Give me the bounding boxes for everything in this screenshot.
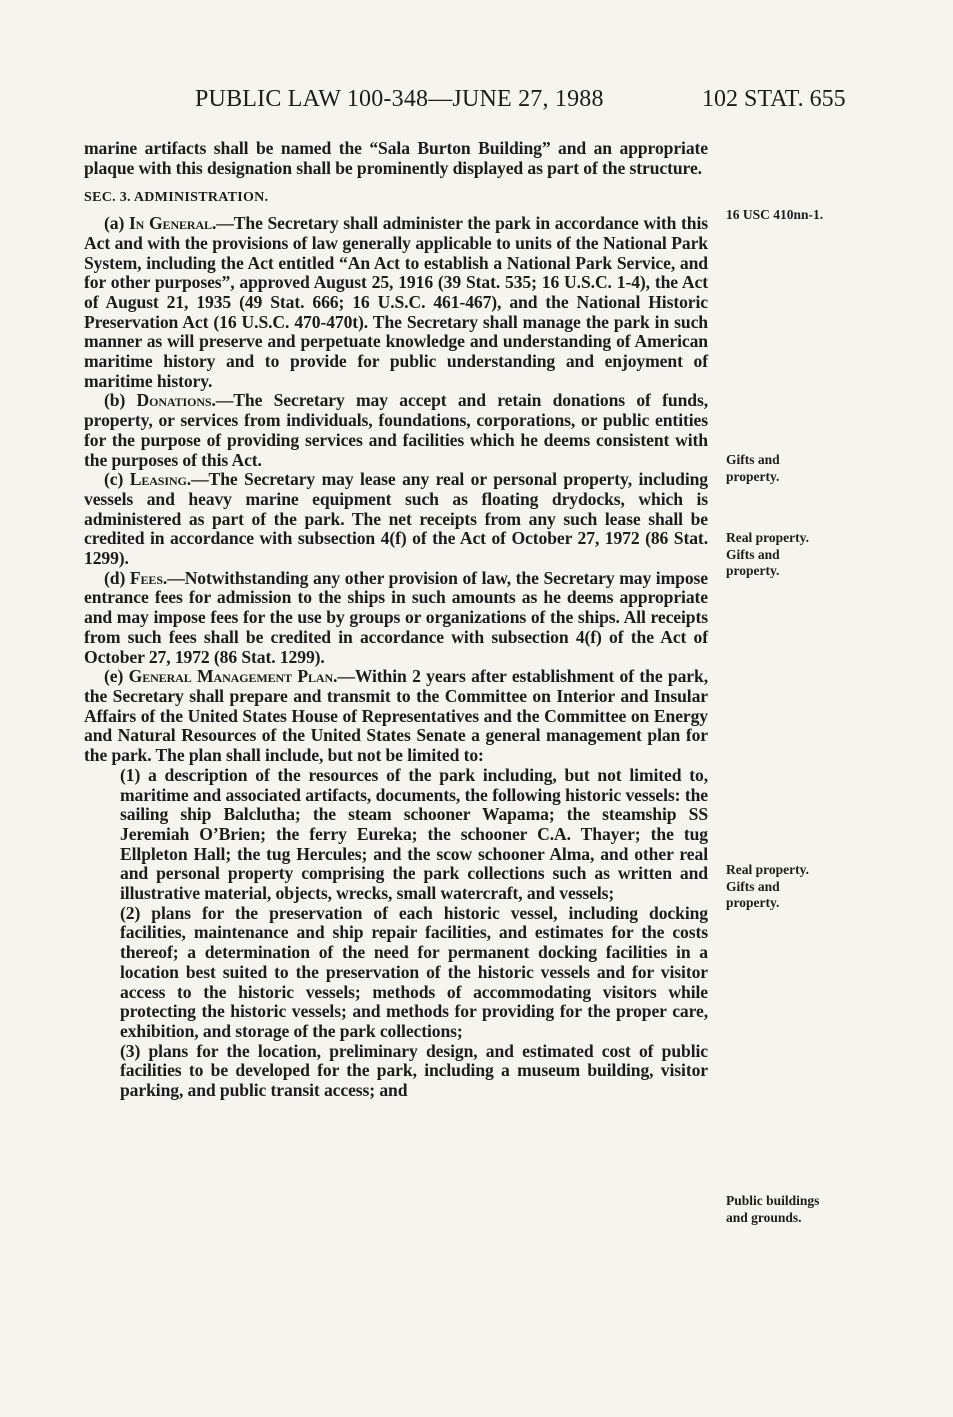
page-header-stat-number: 102 STAT. 655 bbox=[702, 86, 846, 112]
margin-note-usc-text: 16 USC 410nn-1. bbox=[726, 207, 824, 222]
margin-note-usc-citation bbox=[726, 207, 823, 224]
subsection-a bbox=[84, 214, 708, 391]
plan-item-1: (1) a description of the resources of the park including, but not limited to, maritime and associated artifacts, documents, the following historic vessels: the sailing ship Balclutha; the steam schooner Wapama; the steamship SS Jeremiah O’Brien; the ferry Eureka; the schooner C.A. Thayer; the tug Ellpleton Hall; the tug Hercules; and the scow schooner Alma, and other real and personal property comprising the park collections such as written and illustrative material, objects, wrecks, small watercraft, and vessels; bbox=[120, 764, 708, 904]
subsection-e-text: .—Within 2 years after establishment of the park, the Secretary shall prepare and transmit to the Committee on Interior and Insular Affairs of the United States House of Representatives and the Committee on Energy and Natural Resources of the United States Senate a general management plan for the park. The plan shall include, but not be limited to: bbox=[84, 666, 708, 766]
subsection-a-text: .—The Secretary shall administer the park in accordance with this Act and with the provisions of law generally applicable to units of the National Park System, including the Act entitled “An Act to establish a National Park Service, and for other purposes”, approved August 25, 1916 (39 Stat. 535; 16 U.S.C. 1-4), the Act of August 21, 1935 (49 Stat. 666; 16 U.S.C. 461-467), and the National Historic Preservation Act (16 U.S.C. 470-470t). The Secretary shall manage the park in such manner as will preserve and perpetuate knowledge and understanding of American maritime history and to provide for public understanding and enjoyment of maritime history. bbox=[84, 213, 708, 391]
margin-note-real-property bbox=[726, 530, 809, 580]
margin-note-line: Gifts and bbox=[726, 878, 780, 894]
margin-note-line: property. bbox=[726, 563, 780, 578]
subsection-b bbox=[84, 391, 708, 470]
subsection-b-label: (b) bbox=[104, 390, 126, 411]
margin-note-line: property. bbox=[726, 895, 780, 910]
subsection-c-label: (c) bbox=[104, 469, 124, 490]
subsection-d bbox=[84, 569, 708, 668]
subsection-e-label: (e) bbox=[104, 666, 124, 687]
margin-note-line: Gifts and bbox=[726, 546, 780, 562]
subsection-c bbox=[84, 470, 708, 569]
margin-note-line: Real property. bbox=[726, 530, 809, 545]
margin-note-line: property. bbox=[726, 468, 780, 484]
subsection-c-title: Leasing bbox=[129, 469, 187, 490]
page-header-title: PUBLIC LAW 100-348—JUNE 27, 1988 bbox=[195, 86, 604, 112]
subsection-b-title: Donations bbox=[136, 390, 212, 411]
section-heading: SEC. 3. ADMINISTRATION. bbox=[84, 190, 269, 206]
plan-item-2: (2) plans for the preservation of each historic vessel, including docking facilities, maintenance and ship repair facilities, and estimates for the costs thereof; a determination of the need for permanent docking facilities in a location best suited to the preservation of the historic vessels and for visitor access to the historic vessels; methods of accommodating visitors while protecting the historic vessels; and methods for providing for the proper care, exhibition, and storage of the park collections; bbox=[120, 902, 708, 1041]
subsection-d-title: Fees bbox=[129, 567, 163, 588]
plan-item-3: (3) plans for the location, preliminary design, and estimated cost of public facilities to be developed for the park, including a museum building, visitor parking, and public transit access; and bbox=[120, 1040, 708, 1101]
margin-note-line: Real property. bbox=[726, 862, 809, 877]
subsection-d-label: (d) bbox=[104, 567, 126, 588]
body-text-column bbox=[84, 139, 708, 1101]
subsection-e bbox=[84, 667, 708, 766]
subsection-a-title: In General bbox=[128, 213, 212, 234]
subsection-d-text: .—Notwithstanding any other provision of law, the Secretary may impose entrance fees for admission to the ships in such amounts as he deems appropriate and may impose fees for the use by groups or organizations of the ships. All receipts from such fees shall be credited in accordance with subsection 4(f) of the Act of October 27, 1972 (86 Stat. 1299). bbox=[84, 567, 708, 667]
intro-paragraph: marine artifacts shall be named the “Sala Burton Building” and an appropriate plaque with this designation shall be prominently displayed as part of the structure. bbox=[84, 138, 708, 178]
margin-note-line: Gifts and bbox=[726, 452, 780, 467]
margin-note-line: and grounds. bbox=[726, 1209, 802, 1225]
margin-note-line: Public buildings bbox=[726, 1193, 820, 1208]
subsection-a-label: (a) bbox=[104, 213, 125, 234]
margin-note-real-property-2 bbox=[726, 862, 809, 912]
subsection-b-text: .—The Secretary may accept and retain donations of funds, property, or services from individuals, foundations, corporations, or public entities for the purpose of providing services and facilities which he deems consistent with the purposes of this Act. bbox=[84, 390, 708, 470]
margin-note-gifts-property bbox=[726, 452, 780, 485]
subsection-e-title: General Management Plan bbox=[128, 666, 334, 687]
margin-note-public-buildings bbox=[726, 1193, 819, 1226]
subsection-c-text: .—The Secretary may lease any real or personal property, including vessels and heavy marine equipment such as floating drydocks, which is administered as part of the park. The net receipts from any such lease shall be credited in accordance with subsection 4(f) of the Act of October 27, 1972 (86 Stat. 1299). bbox=[84, 469, 708, 569]
